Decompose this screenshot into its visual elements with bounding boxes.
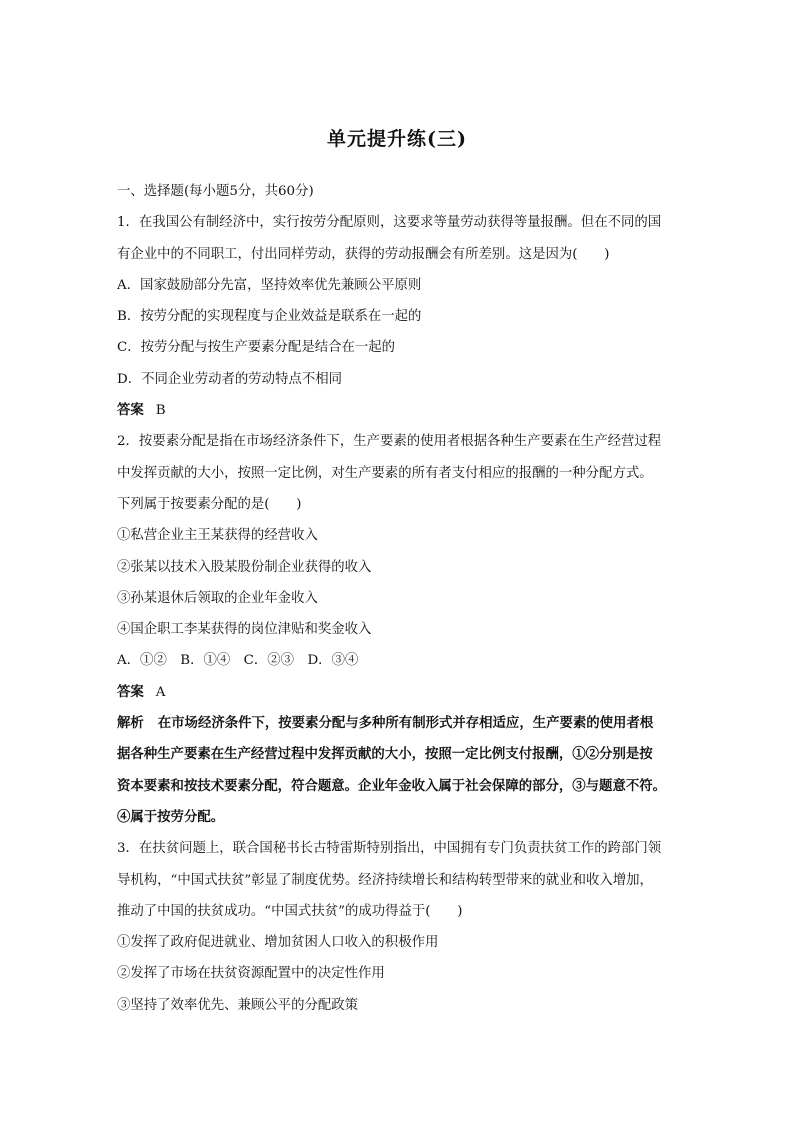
q1-option-b: B．按劳分配的实现程度与企业效益是联系在一起的 bbox=[117, 309, 422, 325]
q1-stem-line-1: 1．在我国公有制经济中，实行按劳分配原则，这要求等量劳动获得等量报酬。但在不同的国 bbox=[117, 215, 662, 231]
q2-item-1: ①私营企业主王某获得的经营收入 bbox=[117, 528, 318, 544]
q2-analysis-line-2: 据各种生产要素在生产经营过程中发挥贡献的大小，按照一定比例支付报酬，①②分别是按 bbox=[117, 746, 653, 763]
q1-option-c: C．按劳分配与按生产要素分配是结合在一起的 bbox=[117, 340, 396, 356]
q3-item-1: ①发挥了政府促进就业、增加贫困人口收入的积极作用 bbox=[117, 935, 439, 951]
document-body bbox=[117, 176, 679, 1021]
q2-analysis-line-1 bbox=[117, 708, 679, 739]
answer-label: 答案 bbox=[117, 683, 144, 700]
q2-analysis-line-4: ④属于按劳分配。 bbox=[117, 808, 225, 825]
q3-item-3: ③坚持了效率优先、兼顾公平的分配政策 bbox=[117, 997, 359, 1013]
q2-choices: A．①② B．①④ C．②③ D．③④ bbox=[117, 653, 359, 669]
q1-stem-line-2: 有企业中的不同职工，付出同样劳动，获得的劳动报酬会有所差别。这是因为( ) bbox=[117, 246, 610, 262]
q3-stem-line-1: 3．在扶贫问题上，联合国秘书长古特雷斯特别指出，中国拥有专门负责扶贫工作的跨部门领 bbox=[117, 841, 662, 857]
analysis-label: 解析 bbox=[117, 715, 144, 732]
page-title: 单元提升练(三) bbox=[327, 128, 467, 150]
q2-answer bbox=[117, 677, 679, 708]
q1-answer bbox=[117, 395, 679, 426]
q2-item-2: ②张某以技术入股某股份制企业获得的收入 bbox=[117, 559, 372, 575]
q2-analysis-line-3: 资本要素和按技术要素分配，符合题意。企业年金收入属于社会保障的部分，③与题意不符。 bbox=[117, 777, 667, 794]
analysis-text: 在市场经济条件下，按要素分配与多种所有制形式并存相适应，生产要素的使用者根 bbox=[157, 715, 654, 732]
q2-stem-line-2: 中发挥贡献的大小，按照一定比例，对生产要素的所有者支付相应的报酬的一种分配方式。 bbox=[117, 465, 653, 481]
q1-option-d: D．不同企业劳动者的劳动特点不相同 bbox=[117, 371, 342, 387]
q3-stem-line-3: 推动了中国的扶贫成功。“中国式扶贫”的成功得益于( ) bbox=[117, 903, 463, 919]
section-heading: 一、选择题(每小题5分，共60分) bbox=[117, 184, 314, 199]
q2-item-3: ③孙某退休后领取的企业年金收入 bbox=[117, 590, 318, 606]
q3-stem-line-2: 导机构，“中国式扶贫”彰显了制度优势。经济持续增长和结构转型带来的就业和收入增加， bbox=[117, 872, 653, 888]
answer-value: B bbox=[155, 403, 166, 419]
answer-value: A bbox=[155, 684, 166, 700]
answer-label: 答案 bbox=[117, 402, 144, 419]
q1-option-a: A．国家鼓励部分先富，坚持效率优先兼顾公平原则 bbox=[117, 277, 422, 293]
q2-item-4: ④国企职工李某获得的岗位津贴和奖金收入 bbox=[117, 622, 372, 638]
q2-stem-line-1: 2．按要素分配是指在市场经济条件下，生产要素的使用者根据各种生产要素在生产经营过程 bbox=[117, 434, 662, 450]
q2-stem-line-3: 下列属于按要素分配的是( ) bbox=[117, 496, 302, 512]
q3-item-2: ②发挥了市场在扶贫资源配置中的决定性作用 bbox=[117, 966, 385, 982]
